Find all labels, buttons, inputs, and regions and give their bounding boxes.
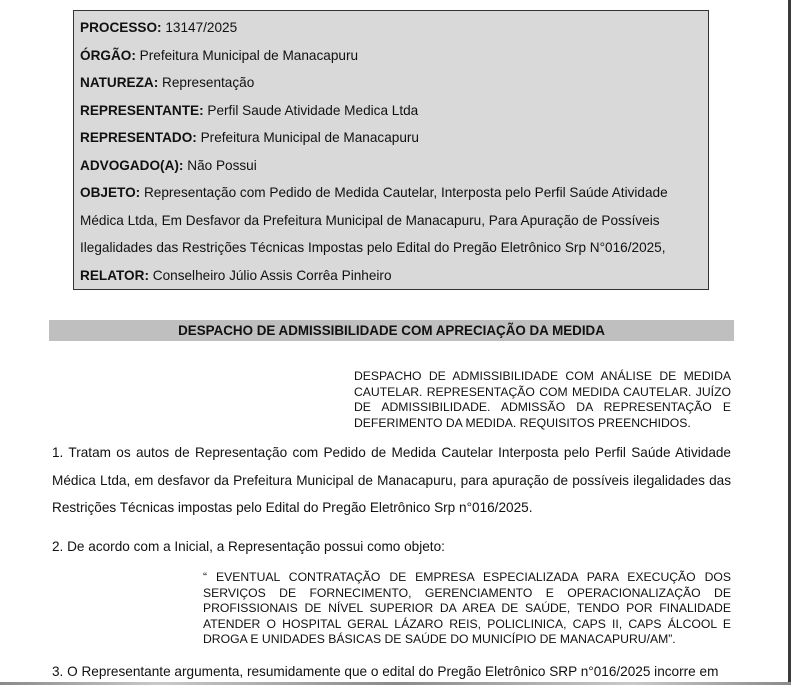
paragraph-1: 1. Tratam os autos de Representação com Pedido de Medida Cautelar Interposta pelo Perfil Saúde Atividade Médica Ltda, em desfavor da Prefeitura Municipal de Manacapuru, para apuração de possíveis ilegalidades das Restrições Técnicas impostas pelo Edital do Pregão Eletrônico Srp n°016/2025. [52, 445, 731, 515]
process-info-box [73, 10, 709, 290]
objeto-line [80, 179, 702, 262]
processo-label: PROCESSO: [80, 20, 162, 35]
section-title: DESPACHO DE ADMISSIBILIDADE COM APRECIAÇÃO DA MEDIDA [49, 320, 734, 341]
relator-line [80, 262, 702, 290]
paragraph-2: 2. De acordo com a Inicial, a Representação possui como objeto: [52, 539, 445, 554]
representado-label: REPRESENTADO: [80, 130, 197, 145]
natureza-label: NATUREZA: [80, 75, 159, 90]
ementa-text: DESPACHO DE ADMISSIBILIDADE COM ANÁLISE DE MEDIDA CAUTELAR. REPRESENTAÇÃO COM MEDIDA CAUTELAR. JUÍZO DE ADMISSIBILIDADE. ADMISSÃO DA REPRESENTAÇÃO E DEFERIMENTO DA MEDIDA. REQUISITOS PREENCHIDOS. [354, 369, 731, 430]
natureza-line [80, 69, 702, 97]
representado-value: Prefeitura Municipal de Manacapuru [196, 130, 419, 145]
paragraph-3: 3. O Representante argumenta, resumidamente que o edital do Pregão Eletrônico SRP n°016/2025 incorre em [52, 664, 719, 679]
objeto-label: OBJETO: [80, 185, 141, 200]
processo-value: 13147/2025 [161, 20, 238, 35]
objeto-value: Representação com Pedido de Medida Cautelar, Interposta pelo Perfil Saúde Atividade Médica Ltda, Em Desfavor da Prefeitura Municipal de Manacapuru, Para Apuração de Possíveis Ilegalidades das Restrições Técnicas Impostas pelo Edital do Pregão Eletrônico Srp N°016/2025, [80, 185, 668, 255]
representante-value: Perfil Saude Atividade Medica Ltda [203, 102, 419, 118]
representado-line [80, 124, 702, 152]
representante-line [80, 97, 702, 125]
processo-line [80, 14, 702, 42]
representante-label: REPRESENTANTE: [80, 102, 204, 118]
advogado-label: ADVOGADO(A): [80, 157, 184, 173]
orgao-label: ÓRGÃO: [80, 47, 136, 63]
relator-value: Conselheiro Júlio Assis Corrêa Pinheiro [148, 267, 392, 283]
orgao-value: Prefeitura Municipal de Manacapuru [135, 47, 359, 63]
relator-label: RELATOR: [80, 267, 149, 283]
advogado-value: Não Possui [183, 157, 257, 173]
objeto-quote: “ EVENTUAL CONTRATAÇÃO DE EMPRESA ESPECIALIZADA PARA EXECUÇÃO DOS SERVIÇOS DE FORNECIMENTO, GERENCIAMENTO E OPERACIONALIZAÇÃO DE PROFISSIONAIS DE NÍVEL SUPERIOR DA AREA DE SAÚDE, TENDO POR FINALIDADE ATENDER O HOSPITAL GERAL LÁZARO REIS, POLICLINICA, CAPS II, CAPS ÁLCOOL E DROGA E UNIDADES BÁSICAS DE SAÚDE DO MUNICÍPIO DE MANACAPURU/AM”. [203, 570, 731, 646]
advogado-line [80, 152, 702, 180]
natureza-value: Representação [158, 75, 255, 90]
orgao-line [80, 42, 702, 70]
